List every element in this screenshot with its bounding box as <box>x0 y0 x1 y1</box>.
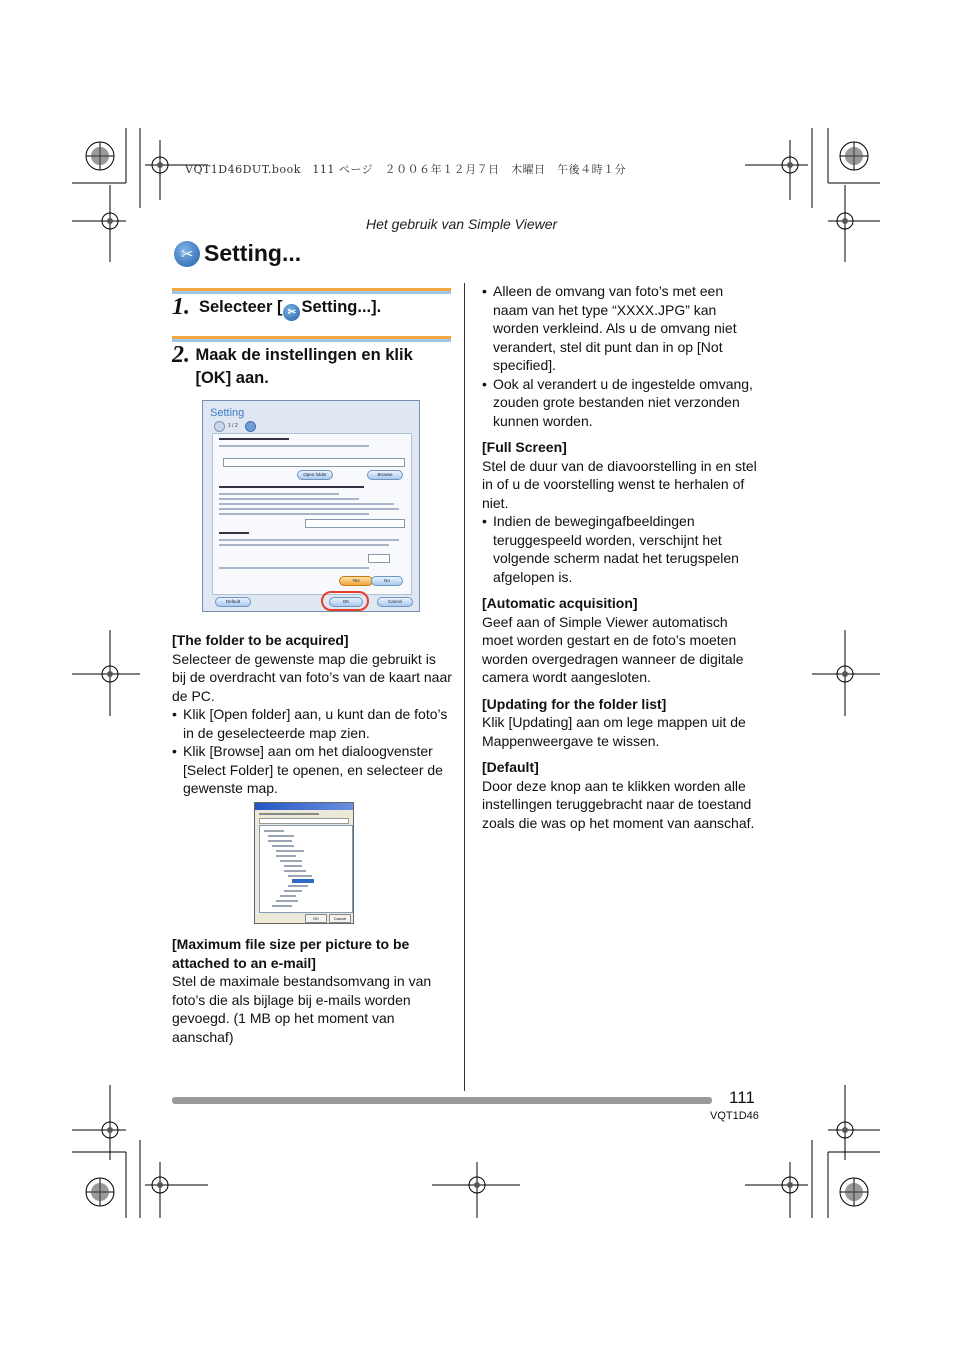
step-number: 2. <box>172 342 190 368</box>
no-button: No <box>371 576 403 586</box>
page-title: Setting... <box>204 240 302 266</box>
setting-icon: ✂ <box>283 304 300 321</box>
section-heading: [Full Screen] <box>482 439 567 455</box>
left-column <box>172 631 452 798</box>
yes-button: Yes <box>339 576 373 586</box>
dialog-title: Setting <box>210 407 245 419</box>
folder-tree <box>259 825 353 913</box>
bullet-item: • Ook al verandert u de ingestelde omvang, zouden grote bestanden niet verzonden kunnen worden. <box>482 375 753 429</box>
browse-button: Browse <box>367 470 403 480</box>
section-heading: [The folder to be acquired] <box>172 632 349 648</box>
ok-highlight-ring <box>321 591 369 611</box>
step-2-rule <box>172 336 451 342</box>
step-1 <box>172 296 381 321</box>
window-titlebar <box>255 803 353 810</box>
cancel-button: Cancel <box>329 914 351 923</box>
setting-dialog-screenshot <box>202 400 420 612</box>
cancel-button: Cancel <box>377 597 413 607</box>
wrench-screwdriver-icon: ✂ <box>174 241 200 267</box>
step-text: Maak de instellingen en klik [OK] aan. <box>195 346 413 387</box>
column-divider <box>464 283 465 1091</box>
section-heading: [Maximum file size per picture to be attached to an e-mail] <box>172 936 410 971</box>
bullet-item: • Alleen de omvang van foto’s met een naam van het type “XXXX.JPG” kan worden verkleind. Als u de omvang niet verandert, stel dit punt dan in op [Not specified]. <box>482 283 737 373</box>
section-body: Klik [Updating] aan om lege mappen uit de Mappenweergave te wissen. <box>482 714 746 749</box>
duration-field <box>368 554 390 563</box>
left-column-lower <box>172 935 452 1046</box>
section-body: Geef aan of Simple Viewer automatisch moet worden gestart en de foto’s moeten worden overgedragen wanneer de digitale camera wordt aangesloten. <box>482 613 744 685</box>
settings-panel <box>212 433 412 595</box>
bullet-item: • Indien de bewegingafbeeldingen teruggespeeld worden, verschijnt het volgende scherm nadat het terugspelen afgelopen is. <box>482 513 739 585</box>
page-number: 111 <box>729 1088 755 1107</box>
page-indicator: 1 / 2 <box>228 423 238 429</box>
next-page-icon <box>245 421 256 432</box>
ok-button: OK <box>329 597 363 607</box>
ok-button: OK <box>305 914 327 923</box>
select-folder-screenshot <box>254 802 354 924</box>
section-heading: [Updating for the folder list] <box>482 695 667 712</box>
prev-page-icon <box>214 421 225 432</box>
bullet-item: • Klik [Open folder] aan, u kunt dan de foto’s in de geselecteerde map zien. <box>172 706 448 741</box>
default-button: Default <box>215 597 251 607</box>
step-1-rule <box>172 288 451 294</box>
section-heading: [Default] <box>482 759 539 775</box>
folder-path-field <box>223 458 405 467</box>
step-number: 1. <box>172 294 190 320</box>
step-text: Selecteer [ ✂ Setting...]. <box>199 296 381 321</box>
max-size-select <box>305 519 405 528</box>
section-heading: [Automatic acquisition] <box>482 595 638 611</box>
section-body: Stel de maximale bestandsomvang in van foto’s die als bijlage bij e-mails worden gevoegd. (1 MB op het moment van aanschaf) <box>172 973 432 1045</box>
section-title <box>174 240 301 267</box>
right-column <box>482 282 762 832</box>
footer-rule <box>172 1097 712 1104</box>
section-body: Selecteer de gewenste map die gebruikt is bij de overdracht van foto’s van de kaart naar de PC. <box>172 650 452 704</box>
step-2 <box>172 344 452 390</box>
print-header: VQT1D46DUT.book 111 ページ ２００６年１２月７日 木曜日 午後４時１分 <box>185 163 627 176</box>
running-head: Het gebruik van Simple Viewer <box>366 216 558 232</box>
section-body: Door deze knop aan te klikken worden alle instellingen teruggebracht naar de toestand zoals die was op het moment van aanschaf. <box>482 777 755 831</box>
bullet-item: • Klik [Browse] aan om het dialoogvenster [Select Folder] te openen, en selecteer de gewenste map. <box>172 743 443 796</box>
open-folder-button: Open folder <box>297 470 333 480</box>
section-body: Stel de duur van de diavoorstelling in en stel in of u de voorstelling wenst te herhalen of niet. <box>482 457 757 511</box>
document-code: VQT1D46 <box>710 1110 759 1122</box>
